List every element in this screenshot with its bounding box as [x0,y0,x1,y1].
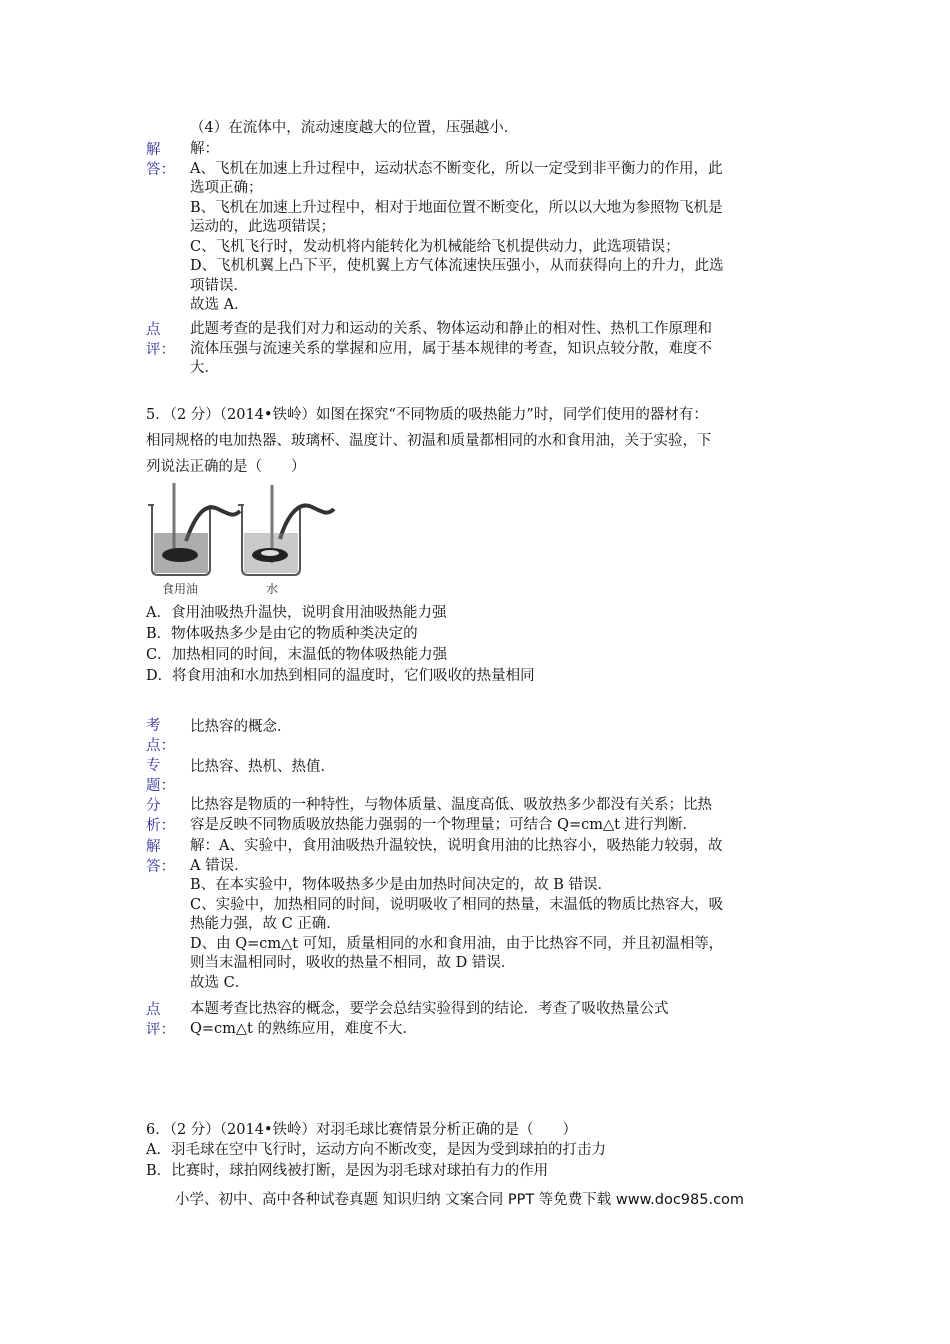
q5-answer-line: 解：A、实验中，食用油吸热升温较快，说明食用油的比热容小，吸热能力较弱，故 [190,838,723,854]
prev-answer-line: 解： [190,141,219,157]
q5-answer-line: 则当末温相同时，吸收的热量不相同，故 D 错误． [190,955,516,971]
q5-option-b: B．物体吸热多少是由它的物质种类决定的 [146,626,418,642]
prev-comment-label: 点评： [146,322,175,358]
beakers-illustration [146,483,341,598]
q5-zhuanti: 比热容、热机、热值． [190,759,335,775]
q5-fenxi-line: 容是反映不同物质吸放热能力强弱的一个物理量；可结合 Q=cm△t 进行判断． [190,816,698,833]
prev-comment-body [190,320,810,379]
q6-option-a: A．羽毛球在空中飞行时，运动方向不断改变，是因为受到球拍的打击力 [146,1142,606,1158]
page-footer: 小学、初中、高中各种试卷真题 知识归纳 文案合同 PPT 等免费下载 www.doc985.com [175,1192,745,1208]
q5-fenxi-line: 比热容是物质的一种特性，与物体质量、温度高低、吸放热多少都没有关系；比热 [190,797,712,813]
q5-options [146,603,535,687]
q6-options [146,1140,606,1182]
q5-answer-line: A 错误． [190,857,249,874]
q5-comment-line: Q=cm△t 的熟练应用，难度不大． [190,1020,417,1037]
q5-option-d: D．将食用油和水加热到相同的温度时，它们吸收的热量相同 [146,668,535,684]
q5-option-c: C．加热相同的时间，末温低的物体吸热能力强 [146,647,448,663]
q5-stem-line: 相同规格的电加热器、玻璃杯、温度计、初温和质量都相同的水和食用油，关于实验，下 [146,433,712,449]
q5-answer-line: 热能力强，故 C 正确． [190,916,341,932]
prev-answer-line: 选项正确； [190,180,263,196]
q5-fenxi-label: 分析： [146,798,175,834]
prev-answer-line: D、飞机机翼上凸下平，使机翼上方气体流速快压强小，从而获得向上的升力，此选 [190,258,724,274]
prev-comment-line: 大． [190,360,219,376]
q5-answer-line: D、由 Q=cm△t 可知，质量相同的水和食用油，由于比热容不同，并且初温相等， [190,935,724,952]
q5-answer-line: 故选 C． [190,974,250,991]
label-oil: 食用油 [162,582,199,596]
q5-stem-line: 5．（2 分）（2014•铁岭）如图在探究“不同物质的吸热能力”时，同学们使用的器材有： [146,407,708,423]
prev-answer-line: B、飞机在加速上升过程中，相对于地面位置不断变化，所以以大地为参照物飞机是 [190,199,723,216]
q5-comment-label: 点评： [146,1002,175,1038]
prev-answer-line: 运动的，此选项错误； [190,219,335,235]
prev-top-line: （4）在流体中，流动速度越大的位置，压强越小． [190,120,519,136]
q5-zhuanti-label: 专题： [146,758,175,794]
q5-answer-line: C、实验中，加热相同的时间，说明吸收了相同的热量，末温低的物质比热容大，吸 [190,896,724,913]
heater-left [162,548,198,562]
q5-kaodian: 比热容的概念． [190,719,292,735]
q5-fenxi-body [190,796,810,835]
q5-comment-body [190,1000,810,1039]
prev-answer-body [190,140,810,316]
q5-answer-line: B、在本实验中，物体吸热多少是由加热时间决定的，故 B 错误． [190,877,613,893]
prev-answer-line: 故选 A． [190,297,249,313]
beaker-figure [146,483,341,598]
prev-answer-line: 项错误． [190,277,248,294]
prev-comment-line: 流体压强与流速关系的掌握和应用，属于基本规律的考查，知识点较分散，难度不 [190,340,712,357]
q6-stem: 6．（2 分）（2014•铁岭）对羽毛球比赛情景分析正确的是（ ） [146,1122,578,1138]
q5-answer-label: 解答： [146,839,175,875]
q5-comment-line: 本题考查比热容的概念，要学会总结实验得到的结论．考查了吸收热量公式 [190,1001,669,1017]
prev-answer-line: C、飞机飞行时，发动机将内能转化为机械能给飞机提供动力，此选项错误； [190,238,680,255]
q5-kaodian-label: 考点： [146,718,175,754]
q5-option-a: A．食用油吸热升温快，说明食用油吸热能力强 [146,605,447,621]
q5-stem-line: 列说法正确的是（ ） [146,459,306,475]
prev-answer-line: A、飞机在加速上升过程中，运动状态不断变化，所以一定受到非平衡力的作用，此 [190,160,723,177]
label-water: 水 [266,582,279,596]
prev-comment-line: 此题考查的是我们对力和运动的关系、物体运动和静止的相对性、热机工作原理和 [190,321,712,337]
q6-option-b: B．比赛时，球拍网线被打断，是因为羽毛球对球拍有力的作用 [146,1163,549,1179]
q5-stem [146,402,810,480]
prev-answer-label: 解答： [146,142,175,178]
q5-answer-body [190,837,810,993]
